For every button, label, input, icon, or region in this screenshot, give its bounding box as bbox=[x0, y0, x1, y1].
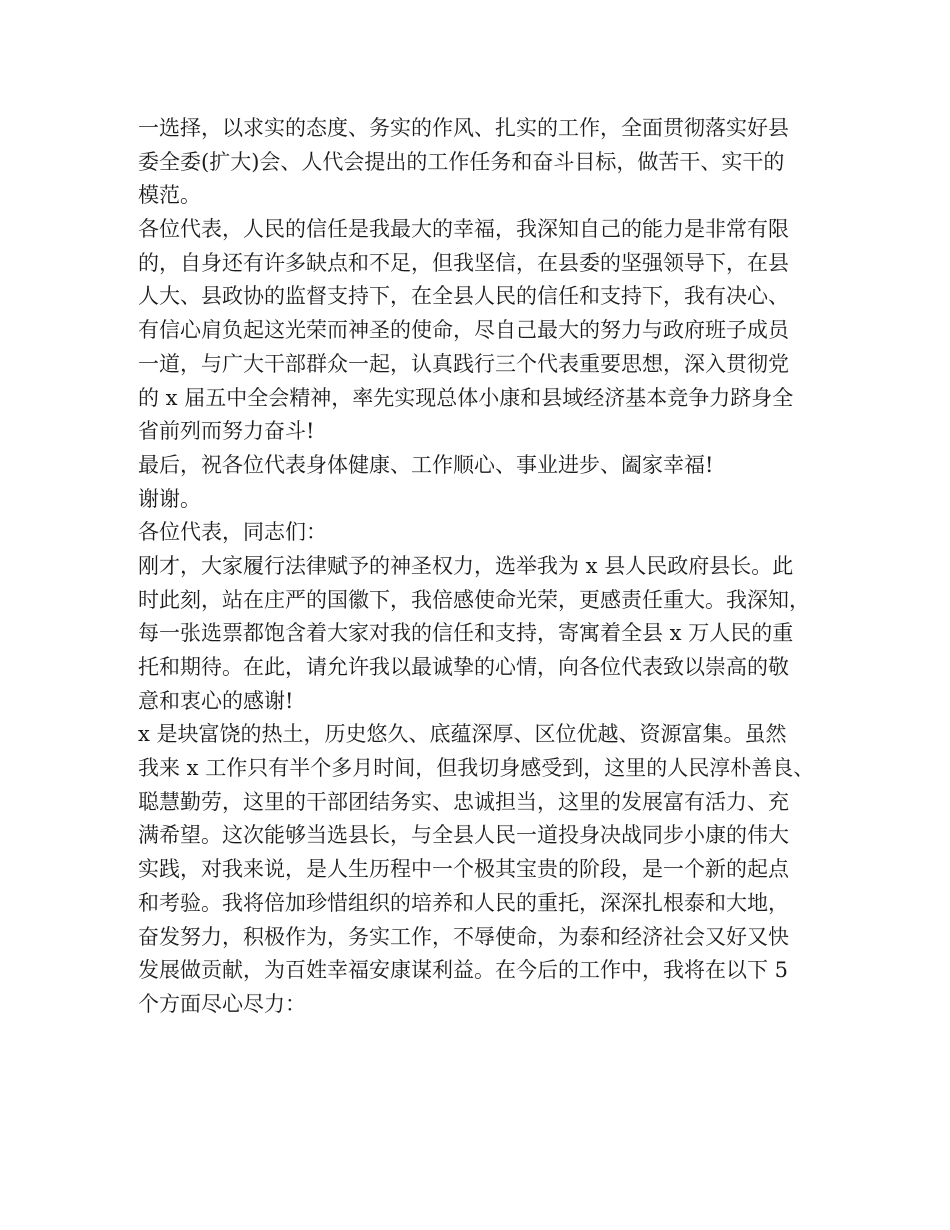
text-line: 时此刻，站在庄严的国徽下，我倍感使命光荣，更感责任重大。我深知， bbox=[138, 587, 810, 612]
text-line: 谢谢。 bbox=[138, 486, 201, 511]
text-line: 每一张选票都饱含着大家对我的信任和支持，寄寓着全县 x 万人民的重 bbox=[138, 621, 794, 646]
text-line: 发展做贡献，为百姓幸福安康谋利益。在今后的工作中，我将在以下 5 bbox=[138, 958, 789, 983]
text-line: 和考验。我将倍加珍惜组织的培养和人民的重托，深深扎根泰和大地， bbox=[138, 890, 789, 915]
text-line: 实践，对我来说，是人生历程中一个极其宝贵的阶段，是一个新的起点 bbox=[138, 857, 789, 882]
text-line: 刚才，大家履行法律赋予的神圣权力，选举我为 x 县人民政府县长。此 bbox=[138, 553, 794, 578]
text-line: x 是块富饶的热土，历史悠久、底蕴深厚、区位优越、资源富集。虽然 bbox=[138, 722, 787, 747]
text-line: 各位代表，同志们： bbox=[138, 520, 327, 545]
text-line: 模范。 bbox=[138, 183, 201, 208]
text-line: 聪慧勤劳，这里的干部团结务实、忠诚担当，这里的发展富有活力、充 bbox=[138, 789, 789, 814]
text-line: 满希望。这次能够当选县长，与全县人民一道投身决战同步小康的伟大 bbox=[138, 823, 789, 848]
text-line: 委全委(扩大)会、人代会提出的工作任务和奋斗目标，做苦干、实干的 bbox=[138, 149, 785, 174]
text-line: 奋发努力，积极作为，务实工作，不辱使命，为泰和经济社会又好又快 bbox=[138, 924, 789, 949]
text-line: 托和期待。在此，请允许我以最诚挚的心情，向各位代表致以崇高的敬 bbox=[138, 655, 789, 679]
text-line: 我来 x 工作只有半个多月时间，但我切身感受到，这里的人民淳朴善良、 bbox=[138, 756, 815, 781]
text-line: 一道，与广大干部群众一起，认真践行三个代表重要思想，深入贯彻党 bbox=[138, 351, 789, 376]
text-line: 的，自身还有许多缺点和不足，但我坚信，在县委的坚强领导下，在县 bbox=[138, 250, 789, 275]
text-line: 各位代表，人民的信任是我最大的幸福，我深知自己的能力是非常有限 bbox=[138, 217, 789, 242]
text-line: 省前列而努力奋斗! bbox=[138, 419, 315, 444]
document-body bbox=[138, 112, 828, 1022]
text-line: 有信心肩负起这光荣而神圣的使命，尽自己最大的努力与政府班子成员 bbox=[138, 318, 789, 343]
text-line: 最后，祝各位代表身体健康、工作顺心、事业进步、阖家幸福! bbox=[138, 452, 714, 477]
text-line: 一选择，以求实的态度、务实的作风、扎实的工作，全面贯彻落实好县 bbox=[138, 116, 789, 140]
text-line: 的 x 届五中全会精神，率先实现总体小康和县域经济基本竞争力跻身全 bbox=[138, 385, 794, 410]
text-line: 意和衷心的感谢! bbox=[138, 688, 294, 713]
text-line: 人大、县政协的监督支持下，在全县人民的信任和支持下，我有决心、 bbox=[138, 284, 789, 309]
text-line: 个方面尽心尽力： bbox=[138, 991, 306, 1016]
